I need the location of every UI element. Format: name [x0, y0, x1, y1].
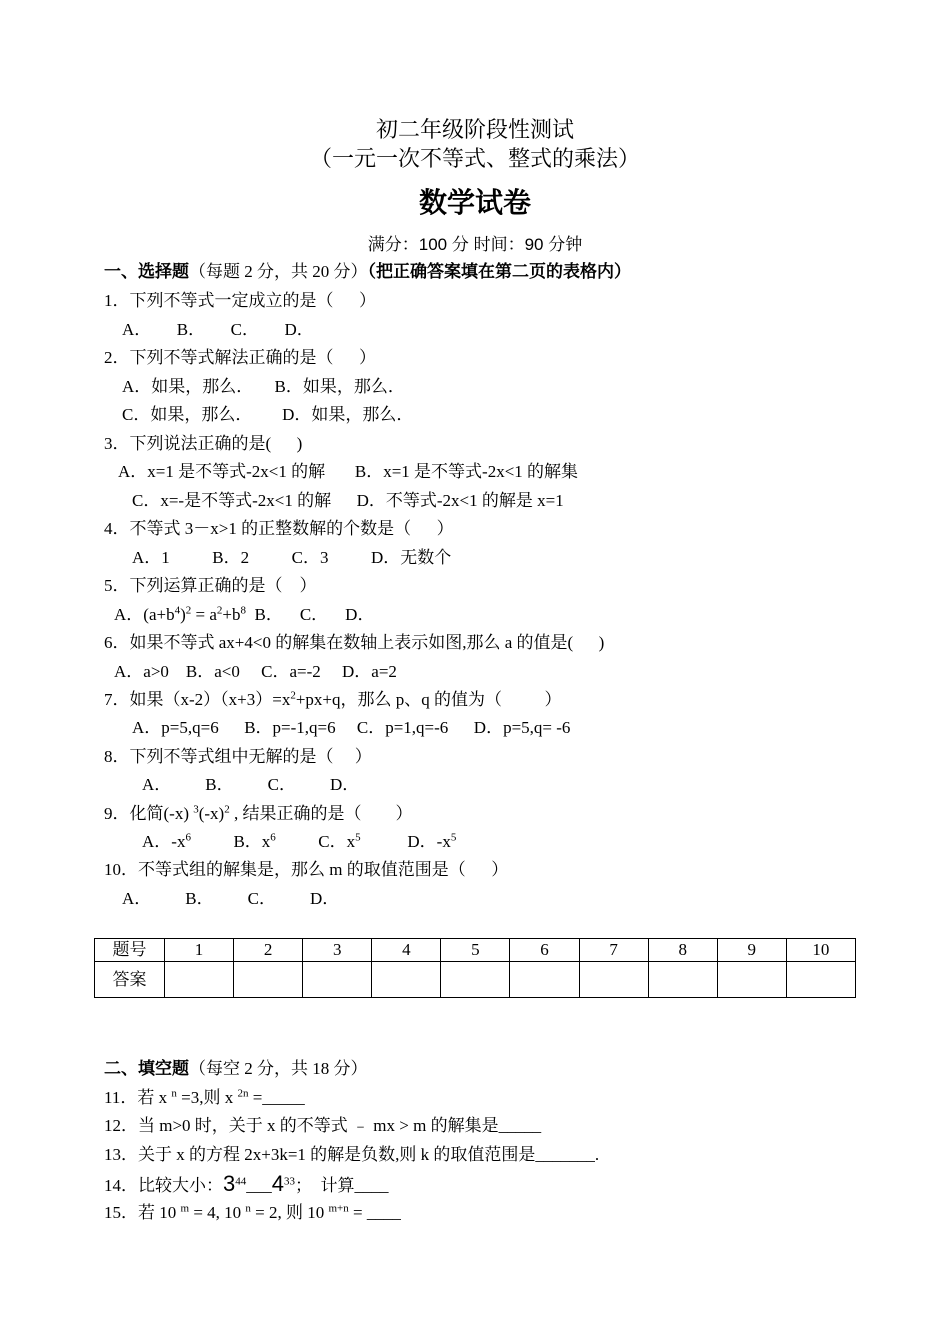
q14-exp-2: 33 — [284, 1175, 295, 1188]
q11-exp-1: n — [171, 1087, 177, 1100]
answer-table-number: 7 — [579, 939, 648, 962]
q5-text-d: +b — [222, 605, 241, 624]
q5-exp-3: 2 — [216, 604, 223, 617]
q11-text-b: =3,则 x — [176, 1088, 238, 1107]
question-3: 3．下列说法正确的是( ) — [104, 434, 303, 453]
section1-instruction: （把正确答案填在第二页的表格内） — [367, 262, 631, 281]
question-1-options: A． B． C． D． — [122, 320, 314, 339]
q5-text-e: B． C． D． — [245, 605, 375, 624]
q9-exp-2: 2 — [224, 803, 230, 816]
q15-exp-2: n — [245, 1202, 251, 1215]
answer-cell[interactable] — [441, 962, 510, 998]
q9-text-a: 9．化简(-x) — [104, 804, 194, 823]
answer-cell[interactable] — [579, 962, 648, 998]
answer-table-answer-label: 答案 — [95, 962, 165, 998]
answer-table-number: 1 — [165, 939, 234, 962]
q15-exp-1: m — [180, 1202, 190, 1215]
answer-table-number: 2 — [234, 939, 303, 962]
question-8-options: A． B． C． D． — [142, 775, 360, 794]
q9-exp-1: 3 — [193, 803, 199, 816]
section1-label: 一、选择题 — [104, 262, 189, 281]
q15-text-a: 15．若 10 — [104, 1203, 181, 1222]
question-4-options: A．1 B．2 C．3 D．无数个 — [132, 548, 452, 567]
answer-cell[interactable] — [165, 962, 234, 998]
question-6: 6．如果不等式 ax+4<0 的解集在数轴上表示如图,那么 a 的值是( ) — [104, 633, 605, 652]
q7-text-a: 7．如果（x-2）（x+3）=x — [104, 690, 291, 709]
question-6-options: A．a>0 B．a<0 C．a=-2 D．a=2 — [114, 662, 397, 681]
q5-exp-2: 2 — [185, 604, 192, 617]
question-2: 2．下列不等式解法正确的是（ ） — [104, 348, 376, 367]
exam-title-line1: 初二年级阶段性测试 — [375, 117, 574, 142]
answer-cell[interactable] — [510, 962, 579, 998]
q11-text-c: =_____ — [248, 1088, 305, 1107]
answer-cell[interactable] — [303, 962, 372, 998]
q9-option-d: D．-x — [360, 832, 451, 851]
question-2-options-cd: C．如果，那么． D．如果，那么． — [122, 405, 414, 424]
q14-blank: ___ — [246, 1176, 272, 1195]
section1-note: （每题 2 分，共 20 分） — [189, 262, 368, 281]
q9-option-d-exp: 5 — [450, 831, 457, 844]
q9-option-a: A．-x — [142, 832, 186, 851]
q9-text-c: , 结果正确的是（ ） — [229, 804, 413, 823]
question-1: 1．下列不等式一定成立的是（ ） — [104, 291, 376, 310]
question-5-options — [114, 603, 374, 627]
q11-text-a: 11．若 x — [104, 1088, 172, 1107]
question-14 — [104, 1172, 389, 1198]
question-13: 13．关于 x 的方程 2x+3k=1 的解是负数,则 k 的取值范围是_______. — [104, 1145, 600, 1164]
answer-cell[interactable] — [648, 962, 717, 998]
question-3-options-cd: C．x=-是不等式-2x<1 的解 D．不等式-2x<1 的解是 x=1 — [132, 491, 564, 510]
answer-table-header-label: 题号 — [95, 939, 165, 962]
question-3-options-ab: A．x=1 是不等式-2x<1 的解 B．x=1 是不等式-2x<1 的解集 — [118, 462, 579, 481]
section1-heading — [104, 260, 631, 284]
q14-text-b: ； 计算____ — [295, 1176, 389, 1195]
score-time: 满分：100 分 时间：90 分钟 — [367, 235, 583, 254]
q14-text-a: 14．比较大小： — [104, 1176, 223, 1195]
answer-table-number: 3 — [303, 939, 372, 962]
answer-cell[interactable] — [786, 962, 855, 998]
q5-text-b: ) — [180, 605, 186, 624]
q7-exp: 2 — [290, 689, 296, 702]
question-8: 8．下列不等式组中无解的是（ ） — [104, 747, 372, 766]
q15-exp-3: m+n — [328, 1202, 349, 1215]
question-12: 12．当 m>0 时，关于 x 的不等式 ﹣ mx > m 的解集是_____ — [104, 1116, 542, 1135]
answer-table — [94, 938, 856, 998]
q5-exp-1: 4 — [174, 604, 181, 617]
answer-table-number: 6 — [510, 939, 579, 962]
q14-base-2: 4 — [271, 1171, 284, 1196]
answer-cell[interactable] — [717, 962, 786, 998]
question-10-options: A． B． C． D． — [122, 889, 340, 908]
q9-option-c: C．x — [275, 832, 356, 851]
q5-exp-4: 8 — [240, 604, 246, 617]
question-7 — [104, 688, 562, 712]
question-10: 10．不等式组的解集是，那么 m 的取值范围是（ ） — [104, 860, 509, 879]
question-11 — [104, 1086, 305, 1110]
answer-cell[interactable] — [372, 962, 441, 998]
answer-table-header-row — [95, 939, 856, 962]
q15-text-c: = 2, 则 10 — [250, 1203, 329, 1222]
section2-heading — [104, 1057, 368, 1081]
answer-table-answer-row — [95, 962, 856, 998]
q15-text-d: = ____ — [348, 1203, 401, 1222]
q9-option-c-exp: 5 — [355, 831, 361, 844]
q14-exp-1: 44 — [235, 1175, 247, 1188]
answer-table-number: 5 — [441, 939, 510, 962]
q5-text-a: A．(a+b — [114, 605, 175, 624]
section2-label: 二、填空题 — [104, 1059, 189, 1078]
answer-cell[interactable] — [234, 962, 303, 998]
question-5: 5．下列运算正确的是（ ） — [104, 576, 317, 595]
answer-table-number: 8 — [648, 939, 717, 962]
q11-exp-2: 2n — [237, 1087, 249, 1100]
section2-note: （每空 2 分，共 18 分） — [189, 1059, 368, 1078]
q9-option-b: B．x — [190, 832, 271, 851]
q5-text-c: = a — [191, 605, 217, 624]
answer-table-number: 9 — [717, 939, 786, 962]
q15-text-b: = 4, 10 — [189, 1203, 246, 1222]
question-9 — [104, 802, 412, 826]
question-9-options — [142, 830, 456, 854]
question-4: 4．不等式 3－x>1 的正整数解的个数是（ ） — [104, 519, 454, 538]
q9-text-b: (-x) — [198, 804, 225, 823]
question-2-options-ab: A．如果，那么． B．如果，那么． — [122, 377, 405, 396]
q7-text-b: +px+q，那么 p、q 的值为（ ） — [295, 690, 562, 709]
question-7-options: A．p=5,q=6 B．p=-1,q=6 C．p=1,q=-6 D．p=5,q= -6 — [132, 718, 571, 737]
q9-option-b-exp: 6 — [270, 831, 276, 844]
answer-table-number: 10 — [786, 939, 855, 962]
q14-base-1: 3 — [223, 1171, 236, 1196]
question-15 — [104, 1201, 401, 1225]
q9-option-a-exp: 6 — [185, 831, 191, 844]
exam-title-line2: （一元一次不等式、整式的乘法） — [309, 146, 640, 171]
exam-main-title: 数学试卷 — [418, 188, 531, 219]
answer-table-number: 4 — [372, 939, 441, 962]
